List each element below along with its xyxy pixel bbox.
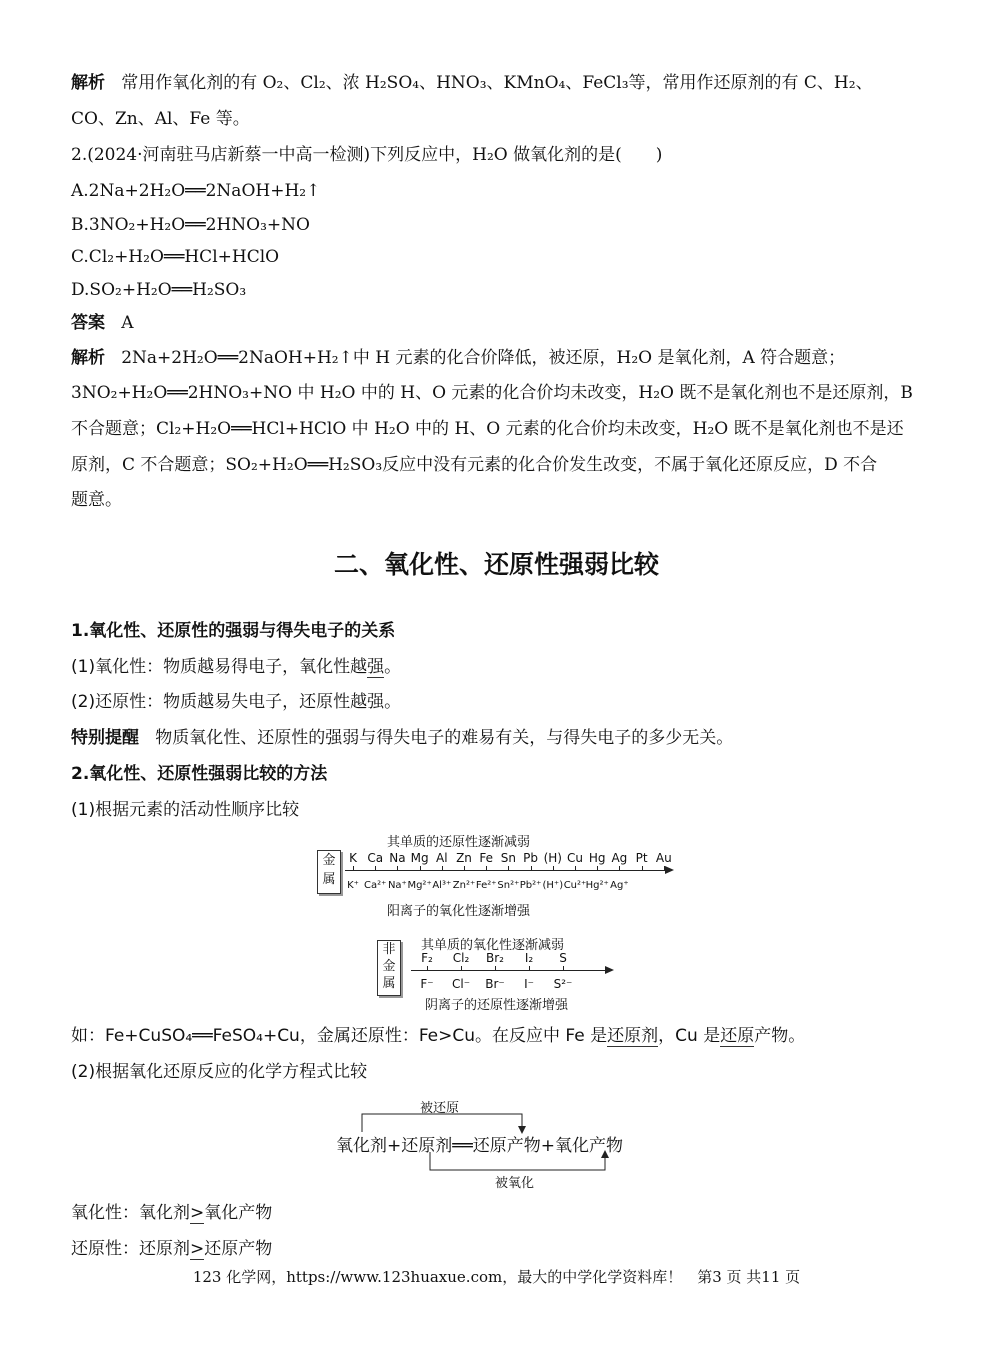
section-1-p2: (2)还原性：物质越易失电子，还原性越强。 bbox=[71, 692, 402, 712]
nonmetal-tick bbox=[427, 966, 428, 971]
nonmetal-arrow-icon bbox=[605, 966, 614, 974]
metal-tick bbox=[597, 866, 598, 871]
p1-underlined: 强 bbox=[367, 657, 385, 677]
example-text: 如：Fe+CuSO₄══FeSO₄+Cu，金属还原性：Fe>Cu。在反应中 Fe 是 bbox=[71, 1026, 608, 1046]
example-end: 产物。 bbox=[754, 1026, 806, 1046]
metal-tick bbox=[553, 866, 554, 871]
nonmetal-element: Cl₂ bbox=[452, 951, 470, 965]
section-1-p1 bbox=[71, 656, 401, 678]
metal-arrow-icon bbox=[665, 866, 674, 874]
metal-ion: K⁺ bbox=[347, 880, 359, 891]
metal-tick bbox=[420, 866, 421, 871]
metal-tick bbox=[508, 866, 509, 871]
metal-tick bbox=[531, 866, 532, 871]
page-footer: 123 化学网，https://www.123huaxue.com，最大的中学化学资料库！ 第3 页 共11 页 bbox=[192, 1268, 801, 1286]
oxidized-label: 被氧化 bbox=[495, 1176, 535, 1191]
nonmetal-ion: Br⁻ bbox=[485, 977, 505, 991]
metal-tick bbox=[442, 866, 443, 871]
nonmetal-element: F₂ bbox=[421, 951, 433, 965]
question-2-stem: 2.(2024·河南驻马店新蔡一中高一检测)下列反应中，H₂O 做氧化剂的是( ) bbox=[71, 145, 663, 165]
oxidizing-conclusion bbox=[71, 1202, 272, 1224]
example-underline-2: 还原 bbox=[720, 1026, 755, 1046]
nonmetal-ion: S²⁻ bbox=[553, 977, 573, 991]
answer-label: 答案 bbox=[71, 313, 105, 333]
red-underline: > bbox=[190, 1239, 205, 1259]
metal-element: Al bbox=[436, 851, 448, 865]
metal-tick bbox=[664, 866, 665, 871]
option-c: C.Cl₂+H₂O══HCl+HClO bbox=[71, 247, 280, 267]
metal-element: Ag bbox=[611, 851, 628, 865]
metal-element: Ca bbox=[367, 851, 384, 865]
option-d: D.SO₂+H₂O══H₂SO₃ bbox=[71, 280, 247, 300]
nonmetal-chart bbox=[375, 930, 625, 1015]
reducing-conclusion bbox=[71, 1238, 272, 1260]
nonmetal-element: I₂ bbox=[524, 951, 534, 965]
metal-ion: Ca²⁺ bbox=[363, 880, 387, 891]
metal-tick bbox=[575, 866, 576, 871]
metal-element: Fe bbox=[479, 851, 494, 865]
metal-ion: Hg²⁺ bbox=[585, 880, 609, 891]
example-mid: ，Cu 是 bbox=[658, 1026, 721, 1046]
nonmetal-ion: Cl⁻ bbox=[451, 977, 471, 991]
metal-tick bbox=[619, 866, 620, 871]
metal-element: Mg bbox=[410, 851, 429, 865]
answer-value: A bbox=[121, 313, 134, 333]
nonmetal-tick bbox=[563, 966, 564, 971]
analysis-1-text: 常用作氧化剂的有 O₂、Cl₂、浓 H₂SO₄、HNO₃、KMnO₄、FeCl₃等，常用作还原剂的有 C、H₂、 bbox=[121, 73, 873, 93]
metal-bottom-label: 阳离子的氧化性逐渐增强 bbox=[387, 904, 531, 919]
metal-element: (H) bbox=[543, 851, 562, 865]
tip-text: 物质氧化性、还原性的强弱与得失电子的难易有关，与得失电子的多少无关。 bbox=[155, 728, 734, 748]
redox-diagram bbox=[330, 1092, 670, 1192]
ox-text: 氧化性：氧化剂 bbox=[71, 1203, 190, 1223]
metal-top-label: 其单质的还原性逐渐减弱 bbox=[387, 835, 531, 850]
nonmetal-ion: F⁻ bbox=[420, 977, 434, 991]
nonmetal-tick bbox=[529, 966, 530, 971]
metal-element: Pt bbox=[635, 851, 648, 865]
analysis-2-text: 2Na+2H₂O══2NaOH+H₂↑中 H 元素的化合价降低，被还原，H₂O 是氧化剂，A 符合题意； bbox=[121, 348, 846, 368]
metal-element: Au bbox=[655, 851, 672, 865]
metal-box-char-2: 属 bbox=[322, 872, 336, 887]
metal-element: Hg bbox=[588, 851, 606, 865]
analysis-2-line-2: 3NO₂+H₂O══2HNO₃+NO 中 H₂O 中的 H、O 元素的化合价均未改变，H₂O 既不是氧化剂也不是还原剂，B bbox=[71, 383, 913, 403]
nonmetal-axis bbox=[411, 970, 607, 971]
nonmetal-top-label: 其单质的氧化性逐渐减弱 bbox=[421, 938, 565, 953]
analysis-label: 解析 bbox=[71, 73, 105, 93]
method-2: (2)根据氧化还原反应的化学方程式比较 bbox=[71, 1062, 368, 1082]
answer-line bbox=[71, 312, 134, 334]
tip-label: 特别提醒 bbox=[71, 728, 139, 748]
nonmetal-bottom-label: 阴离子的还原性逐渐增强 bbox=[425, 998, 569, 1013]
metal-ion: Pb²⁺ bbox=[519, 880, 542, 891]
metal-tick bbox=[397, 866, 398, 871]
metal-tick bbox=[353, 866, 354, 871]
metal-ion: Zn²⁺ bbox=[452, 880, 476, 891]
nonmetal-tick bbox=[495, 966, 496, 971]
nonmetal-box-char-1: 非 bbox=[382, 942, 396, 957]
metal-ion: Ag⁺ bbox=[610, 880, 629, 891]
nonmetal-ion: I⁻ bbox=[524, 977, 534, 991]
nonmetal-tick bbox=[461, 966, 462, 971]
section-title: 二、氧化性、还原性强弱比较 bbox=[333, 550, 659, 579]
analysis-2-line-5: 题意。 bbox=[71, 490, 122, 510]
metal-element: Zn bbox=[456, 851, 472, 865]
metal-ion: Sn²⁺ bbox=[497, 880, 520, 891]
metal-ion: Na⁺ bbox=[387, 880, 407, 891]
metal-ion: Al³⁺ bbox=[432, 880, 452, 891]
metal-box bbox=[317, 850, 341, 894]
analysis-1-line-2: CO、Zn、Al、Fe 等。 bbox=[71, 109, 250, 129]
metal-box-char-1: 金 bbox=[322, 853, 336, 868]
metal-activity-chart bbox=[315, 830, 685, 920]
nonmetal-box-char-2: 金 bbox=[382, 959, 396, 974]
nonmetal-box-char-3: 属 bbox=[382, 976, 396, 991]
metal-ion: Fe²⁺ bbox=[475, 880, 497, 891]
metal-element: Pb bbox=[523, 851, 539, 865]
metal-ion: (H⁺) bbox=[542, 880, 564, 891]
metal-tick bbox=[464, 866, 465, 871]
special-tip bbox=[71, 727, 733, 749]
nonmetal-box bbox=[377, 940, 401, 996]
ox-underline: > bbox=[190, 1203, 205, 1223]
ox-end: 氧化产物 bbox=[204, 1203, 273, 1223]
metal-tick bbox=[486, 866, 487, 871]
analysis-2-line-4: 原剂，C 不合题意；SO₂+H₂O══H₂SO₃反应中没有元素的化合价发生改变，不属于氧化还原反应，D 不合 bbox=[71, 455, 878, 475]
metal-element: Cu bbox=[567, 851, 583, 865]
red-text: 还原性：还原剂 bbox=[71, 1239, 190, 1259]
p1-text: (1)氧化性：物质越易得电子，氧化性越 bbox=[71, 657, 368, 677]
metal-element: K bbox=[349, 851, 357, 865]
option-b: B.3NO₂+H₂O══2HNO₃+NO bbox=[71, 215, 310, 235]
section-1-heading: 1.氧化性、还原性的强弱与得失电子的关系 bbox=[71, 621, 396, 641]
reduced-label: 被还原 bbox=[420, 1101, 460, 1116]
nonmetal-element: Br₂ bbox=[486, 951, 504, 965]
metal-tick bbox=[642, 866, 643, 871]
metal-ion: Mg²⁺ bbox=[407, 880, 432, 891]
example-underline-1: 还原剂 bbox=[607, 1026, 659, 1046]
example-line bbox=[71, 1025, 805, 1047]
metal-element: Sn bbox=[500, 851, 517, 865]
nonmetal-element: S bbox=[559, 951, 567, 965]
analysis-1-line-1 bbox=[71, 72, 873, 94]
metal-tick bbox=[375, 866, 376, 871]
metal-ion: Cu²⁺ bbox=[563, 880, 587, 891]
red-end: 还原产物 bbox=[204, 1239, 273, 1259]
analysis-2-line-3: 不合题意；Cl₂+H₂O══HCl+HClO 中 H₂O 中的 H、O 元素的化合价均未改变，H₂O 既不是氧化剂也不是还 bbox=[71, 419, 904, 439]
metal-element: Na bbox=[389, 851, 406, 865]
method-1: (1)根据元素的活动性顺序比较 bbox=[71, 800, 300, 820]
option-a: A.2Na+2H₂O══2NaOH+H₂↑ bbox=[71, 181, 321, 201]
redox-equation: 氧化剂+还原剂══还原产物+氧化产物 bbox=[336, 1136, 623, 1156]
analysis-label: 解析 bbox=[71, 348, 105, 368]
section-2-heading: 2.氧化性、还原性强弱比较的方法 bbox=[71, 764, 328, 784]
p1-end: 。 bbox=[384, 657, 402, 677]
analysis-2-line-1 bbox=[71, 347, 845, 369]
